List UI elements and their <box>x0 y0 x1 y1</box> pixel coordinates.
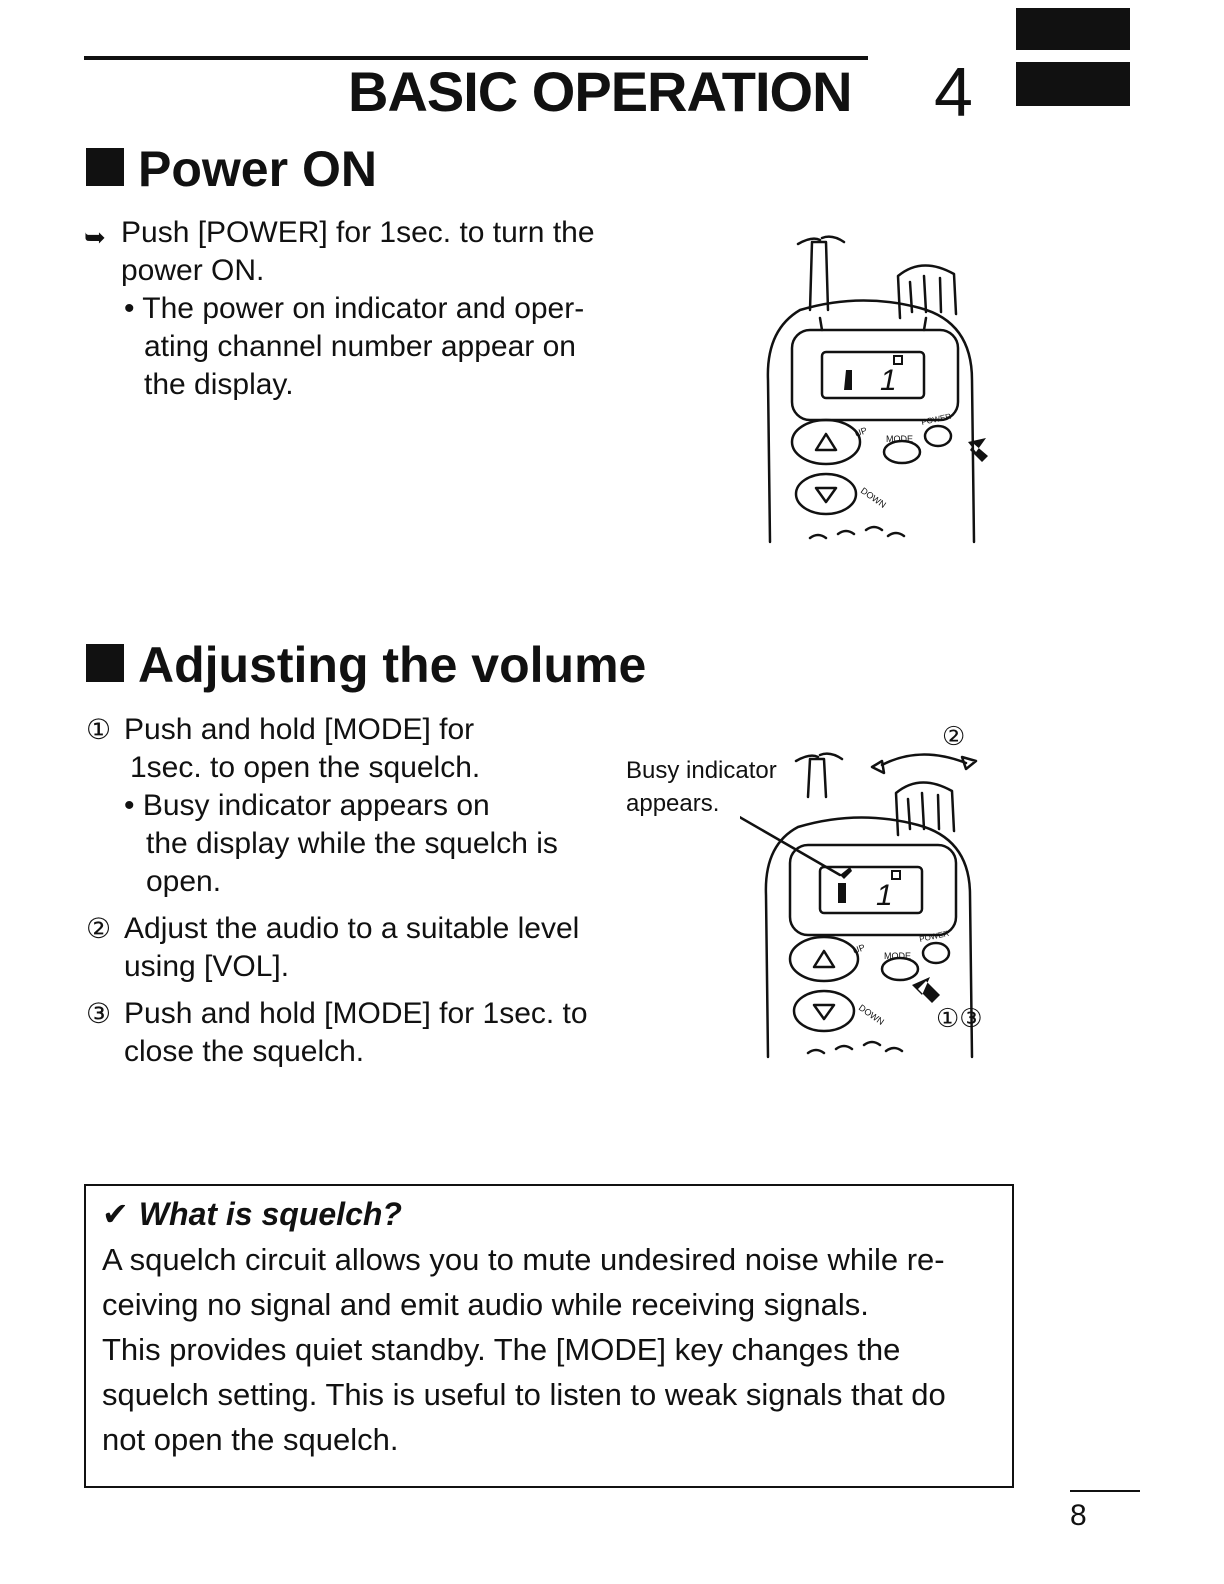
down-button <box>794 991 854 1031</box>
power-note-line: the display. <box>144 368 294 401</box>
squelch-text-line: squelch setting. This is useful to listen to weak signals that do <box>102 1377 946 1412</box>
radio-volume-illustration <box>740 715 1030 1065</box>
section-heading-power-on <box>86 141 377 197</box>
up-label: UP <box>851 942 867 956</box>
section-heading-adjusting-volume <box>86 637 647 693</box>
up-label: UP <box>853 425 869 439</box>
channel-digit <box>844 370 852 390</box>
check-icon: ✔ <box>102 1196 129 1232</box>
volume-step-line: Push and hold [MODE] for 1sec. to <box>124 997 588 1030</box>
lcd-indicator-icon <box>894 356 902 364</box>
squelch-title-text: What is squelch? <box>138 1196 402 1232</box>
page-number: 8 <box>1070 1499 1087 1532</box>
channel-digit-text: 1 <box>876 879 893 912</box>
volume-note-line: open. <box>146 865 222 898</box>
mode-label: MODE <box>884 951 911 961</box>
volume-note-line: the display while the squelch is <box>146 827 558 860</box>
down-label: DOWN <box>858 485 888 510</box>
power-step-line: power ON. <box>121 254 265 287</box>
busy-indicator-icon <box>838 867 852 903</box>
down-label: DOWN <box>856 1002 886 1027</box>
antenna-shape <box>810 242 828 310</box>
section-heading-text: Adjusting the volume <box>138 637 647 693</box>
volume-step-line: using [VOL]. <box>124 950 290 983</box>
step-number: ② <box>86 913 112 944</box>
press-arrow-icon <box>968 438 988 462</box>
power-button <box>923 943 949 963</box>
figure-step-marker: ② <box>942 722 966 752</box>
volume-step-line: 1sec. to open the squelch. <box>130 751 481 784</box>
up-arrow-icon <box>814 951 834 967</box>
chapter-tab-marker <box>1016 8 1130 50</box>
figure-step-marker: ①③ <box>936 1004 983 1034</box>
volume-step-line: Adjust the audio to a suitable level <box>124 912 580 945</box>
power-note-line: ating channel number appear on <box>144 330 576 363</box>
power-step-line: Push [POWER] for 1sec. to turn the <box>121 216 595 249</box>
power-label: POWER <box>920 411 952 427</box>
volume-step-line: close the squelch. <box>124 1035 365 1068</box>
volume-note-line: • Busy indicator appears on <box>124 789 490 822</box>
up-arrow-icon <box>816 434 836 450</box>
speaker-holes <box>810 527 904 538</box>
rotate-arrow-icon <box>882 754 966 765</box>
squelch-text-line: This provides quiet standby. The [MODE] key changes the <box>102 1332 901 1367</box>
lcd-indicator-icon <box>892 871 900 879</box>
callout-line: Busy indicator <box>626 757 777 784</box>
section-heading-text: Power ON <box>138 141 377 197</box>
press-arrow-icon <box>912 977 940 1003</box>
square-bullet-icon <box>86 148 124 186</box>
chapter-number: 4 <box>934 53 973 131</box>
up-button <box>792 420 860 464</box>
volume-step-line: Push and hold [MODE] for <box>124 713 475 746</box>
channel-digit-text: 1 <box>880 364 897 397</box>
callout-line: appears. <box>626 790 720 817</box>
down-arrow-icon <box>814 1005 834 1019</box>
squelch-text-line: A squelch circuit allows you to mute undesired noise while re- <box>102 1242 945 1277</box>
down-arrow-icon <box>816 488 836 502</box>
up-button <box>790 937 858 981</box>
lcd-display-frame <box>792 330 958 420</box>
lcd-display-frame <box>790 845 956 935</box>
footer-rule <box>1070 1490 1140 1492</box>
square-bullet-icon <box>86 644 124 682</box>
power-note-line: • The power on indicator and oper- <box>124 292 585 325</box>
squelch-box-title <box>102 1194 402 1234</box>
power-label: POWER <box>918 928 950 944</box>
power-button <box>925 426 951 446</box>
step-number: ③ <box>86 998 112 1029</box>
mode-button <box>884 441 920 463</box>
lcd-display <box>820 867 922 913</box>
lcd-display <box>822 352 924 398</box>
step-arrow-icon: ➥ <box>84 222 106 252</box>
down-button <box>796 474 856 514</box>
step-number: ① <box>86 714 112 745</box>
squelch-text-line: not open the squelch. <box>102 1422 399 1457</box>
mode-button <box>882 958 918 980</box>
page-title: BASIC OPERATION <box>348 60 852 123</box>
antenna-shape <box>808 759 826 797</box>
chapter-tab-marker <box>1016 62 1130 106</box>
speaker-holes <box>808 1042 902 1053</box>
radio-power-illustration <box>740 230 1000 550</box>
squelch-text-line: ceiving no signal and emit audio while receiving signals. <box>102 1287 869 1322</box>
mode-label: MODE <box>886 434 913 444</box>
